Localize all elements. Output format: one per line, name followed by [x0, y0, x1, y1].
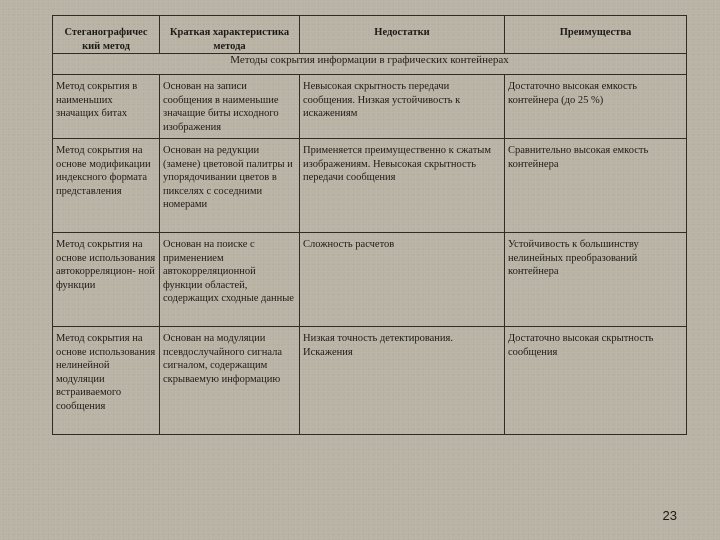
header-advantages: Преимущества — [505, 16, 687, 54]
description-cell: Основан на поиске с применением автокорреляционной функции областей, содержащих сходные данные — [160, 233, 300, 327]
method-cell: Метод сокрытия на основе использования автокорреляцион- ной функции — [53, 233, 160, 327]
description-cell: Основан на модуляции псевдослучайного сигнала сигналом, содержащим скрываемую информацию — [160, 327, 300, 435]
section-row — [53, 54, 687, 75]
header-method: Стеганографичес кий метод — [53, 16, 160, 54]
table-row — [53, 75, 687, 139]
advantages-cell: Сравнительно высокая емкость контейнера — [505, 139, 687, 233]
table-row — [53, 139, 687, 233]
table-row — [53, 327, 687, 435]
advantages-cell: Устойчивость к большинству нелинейных преобразований контейнера — [505, 233, 687, 327]
advantages-cell: Достаточно высокая скрытность сообщения — [505, 327, 687, 435]
method-cell: Метод сокрытия на основе модификации индексного формата представления — [53, 139, 160, 233]
description-cell: Основан на редукции (замене) цветовой палитры и упорядочивании цветов в пикселях с соседними номерами — [160, 139, 300, 233]
advantages-cell: Достаточно высокая емкость контейнера (до 25 %) — [505, 75, 687, 139]
disadvantages-cell: Сложность расчетов — [300, 233, 505, 327]
table-header-row — [53, 16, 687, 54]
disadvantages-cell: Невысокая скрытность передачи сообщения. Низкая устойчивость к искажениям — [300, 75, 505, 139]
disadvantages-cell: Низкая точность детектирования. Искажения — [300, 327, 505, 435]
header-description: Краткая характеристика метода — [160, 16, 300, 54]
method-cell: Метод сокрытия на основе использования нелинейной модуляции встраиваемого сообщения — [53, 327, 160, 435]
page-number: 23 — [662, 508, 677, 523]
steganography-methods-table — [52, 15, 687, 435]
description-cell: Основан на записи сообщения в наименьшие значащие биты исходного изображения — [160, 75, 300, 139]
table-row — [53, 233, 687, 327]
method-cell: Метод сокрытия в наименьших значащих битах — [53, 75, 160, 139]
section-title: Методы сокрытия информации в графических контейнерах — [230, 54, 509, 67]
disadvantages-cell: Применяется преимущественно к сжатым изображениям. Невысокая скрытность передачи сообщения — [300, 139, 505, 233]
header-disadvantages: Недостатки — [300, 16, 505, 54]
section-title-cell — [53, 54, 687, 75]
